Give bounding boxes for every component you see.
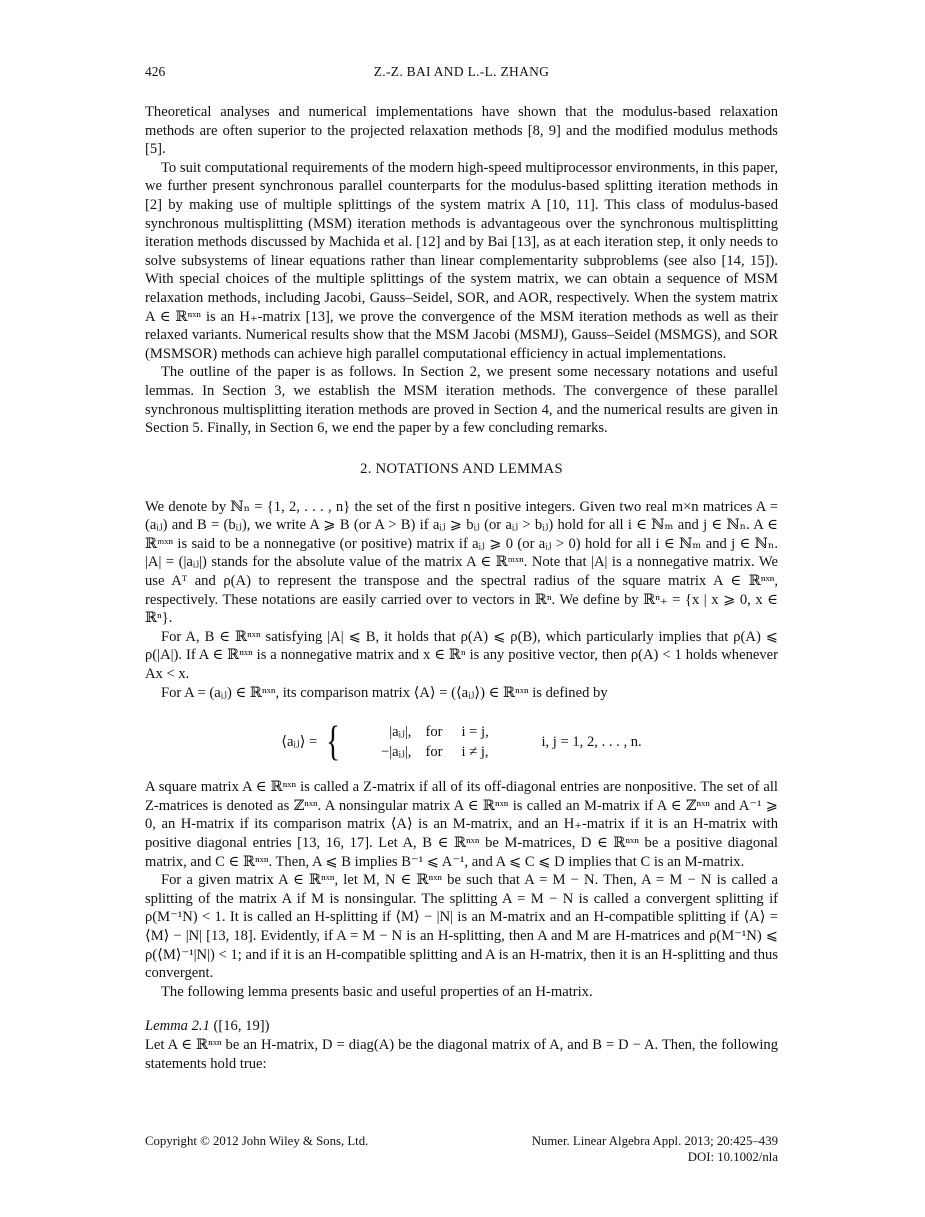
case-for: for <box>425 744 443 761</box>
equation-lhs: ⟨aᵢⱼ⟩ = <box>281 734 318 751</box>
section-heading: 2. NOTATIONS AND LEMMAS <box>360 460 563 477</box>
page-number: 426 <box>145 64 166 79</box>
case-value: −|aᵢⱼ|, <box>381 744 412 761</box>
lemma-label: Lemma 2.1 <box>145 1018 210 1035</box>
main-text <box>145 103 778 1073</box>
case-condition: i = j, <box>461 724 489 741</box>
paragraph-10: Let A ∈ ℝⁿˣⁿ be an H-matrix, D = diag(A) be the diagonal matrix of A, and B = D − A. Then, the following statements hold true: <box>145 1036 778 1072</box>
paragraph-7: A square matrix A ∈ ℝⁿˣⁿ is called a Z-matrix if all of its off-diagonal entries are nonpositive. The set of all Z-matrices is denoted as ℤⁿˣⁿ. A nonsingular matrix A ∈ ℝⁿˣⁿ is called an M-matrix if A ∈ ℤⁿˣⁿ and A⁻¹ ⩾ 0, an H-matrix if its comparison matrix ⟨A⟩ is an M-matrix, and an H₊-matrix if it is an H-matrix with positive diagonal entries [13, 16, 17]. Let A, B ∈ ℝⁿˣⁿ be M-matrices, D ∈ ℝⁿˣⁿ be a positive diagonal matrix, and C ∈ ℝⁿˣⁿ. Then, A ⩽ B implies B⁻¹ ⩽ A⁻¹, and A ⩽ C ⩽ D implies that C is an M-matrix. <box>145 779 778 870</box>
doi: DOI: 10.1002/nla <box>687 1150 778 1164</box>
index-range: i, j = 1, 2, . . . , n. <box>541 733 642 750</box>
case-row-diagonal <box>349 722 521 742</box>
paragraph-6: For A = (aᵢⱼ) ∈ ℝⁿˣⁿ, its comparison matrix ⟨A⟩ = (⟨aᵢⱼ⟩) ∈ ℝⁿˣⁿ is defined by <box>161 684 608 701</box>
case-row-offdiagonal <box>349 742 521 762</box>
paragraph-5: For A, B ∈ ℝⁿˣⁿ satisfying |A| ⩽ B, it holds that ρ(A) ⩽ ρ(B), which particularly implies that ρ(A) ⩽ ρ(|A|). If A ∈ ℝⁿˣⁿ is a nonnegative matrix and x ∈ ℝⁿ is any positive vector, then ρ(A) < 1 holds whenever Ax < x. <box>145 628 778 683</box>
paragraph-3: The outline of the paper is as follows. In Section 2, we present some necessary notations and useful lemmas. In Section 3, we establish the MSM iteration methods. The convergence of these parallel synchronous multisplitting iteration methods are proved in Section 4, and the numerical results are given in Section 5. Finally, in Section 6, we end the paper by a few concluding remarks. <box>145 364 778 437</box>
paragraph-8: For a given matrix A ∈ ℝⁿˣⁿ, let M, N ∈ ℝⁿˣⁿ be such that A = M − N. Then, A = M − N is called a splitting of the matrix A if M is nonsingular. The splitting A = M − N is called a convergent splitting if ρ(M⁻¹N) < 1. It is called an H-splitting if ⟨M⟩ − |N| is an M-matrix and an H-compatible splitting if ⟨A⟩ = ⟨M⟩ − |N| [13, 18]. Evidently, if A = M − N is an H-splitting, then A and M are H-matrices and ρ(M⁻¹N) ⩽ ρ(⟨M⟩⁻¹|N|) < 1; and if it is an H-compatible splitting and A is an H-matrix, then it is an H-splitting and thus convergent. <box>145 872 778 982</box>
lemma-heading <box>145 1017 778 1036</box>
equation-cases <box>349 722 521 762</box>
case-condition: i ≠ j, <box>461 744 489 761</box>
journal-citation: Numer. Linear Algebra Appl. 2013; 20:425–439 <box>531 1134 778 1148</box>
case-for: for <box>425 724 443 741</box>
copyright-notice: Copyright © 2012 John Wiley & Sons, Ltd. <box>145 1134 369 1148</box>
running-title-authors: Z.-Z. BAI AND L.-L. ZHANG <box>373 64 550 79</box>
running-header <box>145 64 778 82</box>
paragraph-2: To suit computational requirements of the modern high-speed multiprocessor environments, in this paper, we further present synchronous parallel counterparts for the modulus-based splitting iteration methods in [2] by making use of multiple splittings of the system matrix A [10, 11]. This class of modulus-based synchronous multisplitting (MSM) iteration methods is advantageous over the synchronous multisplitting iteration methods discussed by Machida et al. [12] and by Bai [13], as at each iteration step, it only needs to solve subsystems of linear equations rather than linear complementarity subproblems (see also [14, 15]). With special choices of the multiple splittings of the system matrix, we can obtain a sequence of MSM relaxation methods, including Jacobi, Gauss–Seidel, SOR, and AOR, respectively. When the system matrix A ∈ ℝⁿˣⁿ is an H₊-matrix [13], we prove the convergence of the MSM iteration methods as well as their relaxed variants. Numerical results show that the MSM Jacobi (MSMJ), Gauss–Seidel (MSMGS), and SOR (MSMSOR) methods can achieve high parallel computational efficiency in actual implementations. <box>145 159 778 362</box>
paragraph-9: The following lemma presents basic and useful properties of an H-matrix. <box>161 983 593 1000</box>
comparison-matrix-equation <box>145 716 778 768</box>
paragraph-4: We denote by ℕₙ = {1, 2, . . . , n} the set of the first n positive integers. Given two real m×n matrices A = (aᵢⱼ) and B = (bᵢⱼ), we write A ⩾ B (or A > B) if aᵢⱼ ⩾ bᵢⱼ (or aᵢⱼ > bᵢⱼ) hold for all i ∈ ℕₘ and j ∈ ℕₙ. A ∈ ℝᵐˣⁿ is said to be a nonnegative (or positive) matrix if aᵢⱼ ⩾ 0 (or aᵢⱼ > 0) hold for all i ∈ ℕₘ and j ∈ ℕₙ. |A| = (|aᵢⱼ|) stands for the absolute value of the matrix A ∈ ℝᵐˣⁿ. Note that |A| is a nonnegative matrix. We use Aᵀ and ρ(A) to represent the transpose and the spectral radius of the square matrix A ∈ ℝⁿˣⁿ, respectively. These notations are easily carried over to vectors in ℝⁿ. We define by ℝⁿ₊ = {x | x ⩾ 0, x ∈ ℝⁿ}. <box>145 498 778 627</box>
paragraph-1: Theoretical analyses and numerical implementations have shown that the modulus-based relaxation methods are often superior to the projected relaxation methods [8, 9] and the modified modulus methods [5]. <box>145 104 778 158</box>
lemma-references: ([16, 19]) <box>213 1018 270 1035</box>
left-brace: { <box>326 719 341 766</box>
case-value: |aᵢⱼ|, <box>389 724 412 741</box>
